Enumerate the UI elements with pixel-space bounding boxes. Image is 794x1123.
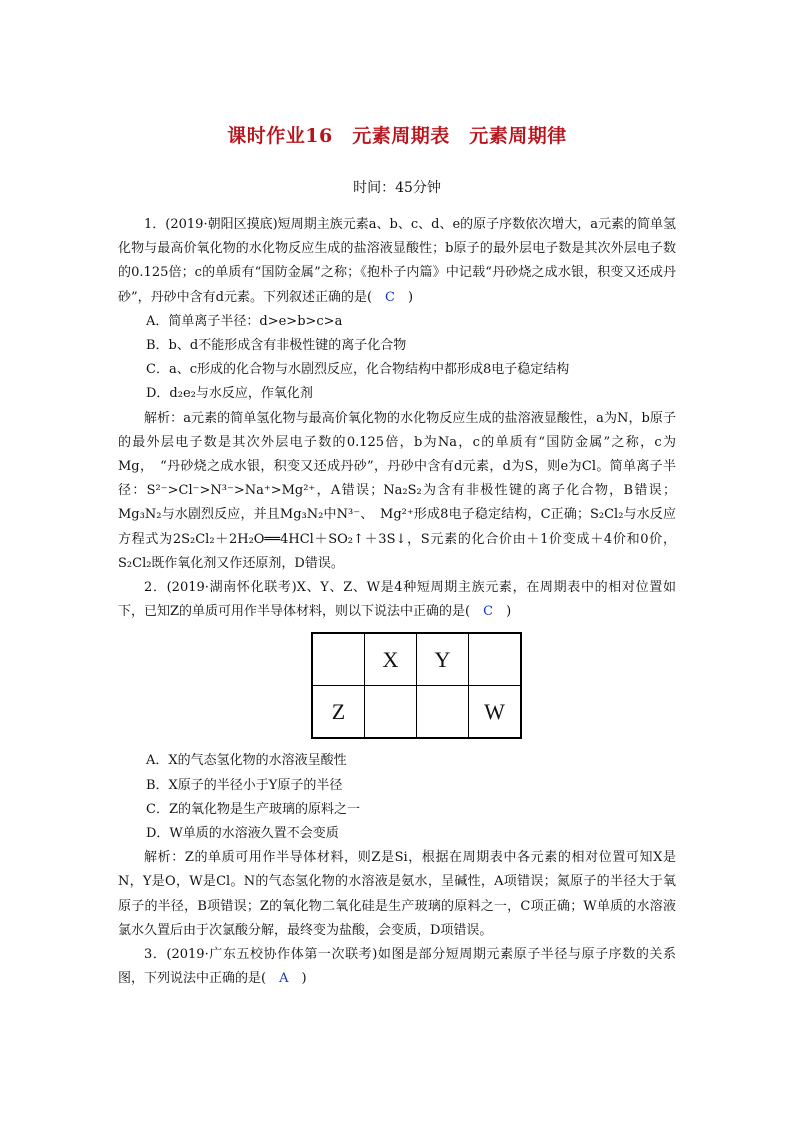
question-1-answer: C [385,289,395,305]
questions [118,213,676,991]
question-2-stem: 2．(2019·湖南怀化联考)X、Y、Z、W是4种短周期主族元素，在周期表中的相对位置如下，已知Z的单质可用作半导体材料，则以下说法中正确的是( C ) [118,580,676,620]
periodic-table-fragment [311,632,522,739]
question-2-answer: C [483,604,494,620]
table-cell: Z [312,686,365,739]
question-1-stem: 1．(2019·朝阳区摸底)短周期主族元素a、b、c、d、e的原子序数依次增大，a元素的简单氢化物与最高价氧化物的水化物反应生成的盐溶液显酸性；b原子的最外层电子数是其次外层电子数的0.125倍；c的单质有“国防金属”之称；《抱朴子内篇》中记载“丹砂烧之成水银，积变又还成丹砂”，丹砂中含有d元素。下列叙述正确的是( C ) [118,217,677,305]
question-1-option-a: A．简单离子半径：d>e>b>c>a [146,313,343,329]
table-cell [365,686,417,739]
question-2-option-b: B．X原子的半径小于Y原子的半径 [146,777,343,793]
question-2-option-c: C．Z的氧化物是生产玻璃的原料之一 [146,801,360,817]
table-cell [417,686,469,739]
question-3-stem: 3．(2019·广东五校协作体第一次联考)如图是部分短周期元素原子半径与原子序数的关系图，下列说法中正确的是( A ) [118,947,676,987]
table-row [312,686,521,739]
question-1-option-b: B．b、d不能形成含有非极性键的离子化合物 [146,338,407,354]
question-1-option-c: C．a、c形成的化合物与水剧烈反应，化合物结构中都形成8电子稳定结构 [146,362,570,378]
question-2-option-a: A．X的气态氢化物的水溶液呈酸性 [146,753,347,769]
question-2-option-d: D．W单质的水溶液久置不会变质 [146,826,339,842]
table-row [312,633,521,686]
time-limit: 时间：45分钟 [353,180,441,196]
question-1-analysis: 解析：a元素的简单氢化物与最高价氧化物的水化物反应生成的盐溶液显酸性，a为N，b原子的最外层电子数是其次外层电子数的0.125倍，b为Na，c的单质有“国防金属”之称，c为Mg， “丹砂烧之成水银，积变又还成丹砂”，丹砂中含有d元素，d为S，则e为Cl。简单离子半径：S²⁻>Cl⁻>N³⁻>Na⁺>Mg²⁺，A错误；Na₂S₂为含有非极性键的离子化合物，B错误；Mg₃N₂与水剧烈反应，并且Mg₃N₂中N³⁻、 Mg²⁺形成8电子稳定结构，C正确；S₂Cl₂与水反应方程式为2S₂Cl₂＋2H₂O══4HCl＋SO₂↑＋3S↓，S元素的化合价由＋1价变成＋4价和0价，S₂Cl₂既作氧化剂又作还原剂，D错误。 [118,410,676,571]
table-cell: W [469,686,522,739]
table-cell [469,633,522,686]
table-cell: X [365,633,417,686]
page-title: 课时作业16 元素周期表 元素周期律 [227,125,567,147]
question-1-option-d: D．d₂e₂与水反应，作氧化剂 [146,386,313,402]
question-2-analysis: 解析：Z的单质可用作半导体材料，则Z是Si，根据在周期表中各元素的相对位置可知X是N，Y是O，W是Cl。N的气态氢化物的水溶液是氨水，呈碱性，A项错误；氮原子的半径大于氧原子的半径，B项错误；Z的氧化物二氧化硅是生产玻璃的原料之一，C项正确；W单质的水溶液氯水久置后由于次氯酸分解，最终变为盐酸，会变质，D项错误。 [118,850,676,938]
table-cell: Y [417,633,469,686]
table-cell [312,633,365,686]
question-3-answer: A [279,971,289,987]
